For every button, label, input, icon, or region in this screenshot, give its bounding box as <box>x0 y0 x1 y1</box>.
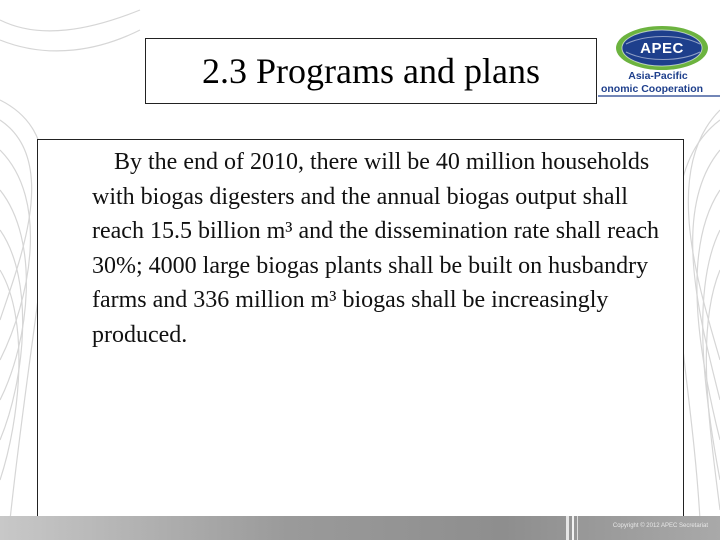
logo-wordmark: APEC <box>640 40 684 57</box>
slide-body-text: By the end of 2010, there will be 40 million households with biogas digesters and the annual biogas output shall reach 15.5 billion m³ and the dissemination rate shall reach 30%; 4000 large biogas plants shall be built on husbandry farms and 336 million m³ biogas shall be increasingly produced. <box>92 149 660 348</box>
slide-title: 2.3 Programs and plans <box>202 51 540 91</box>
slide-title-box <box>145 38 597 104</box>
footer-stripes-graphic <box>560 516 600 540</box>
content-box <box>37 139 684 519</box>
logo-tagline-line2: onomic Cooperation <box>600 83 704 95</box>
logo-tagline-line1: Asia-Pacific <box>628 70 688 82</box>
footer-bar <box>0 516 720 540</box>
apec-logo <box>596 20 720 102</box>
copyright-text: Copyright © 2012 APEC Secretariat <box>612 523 708 529</box>
